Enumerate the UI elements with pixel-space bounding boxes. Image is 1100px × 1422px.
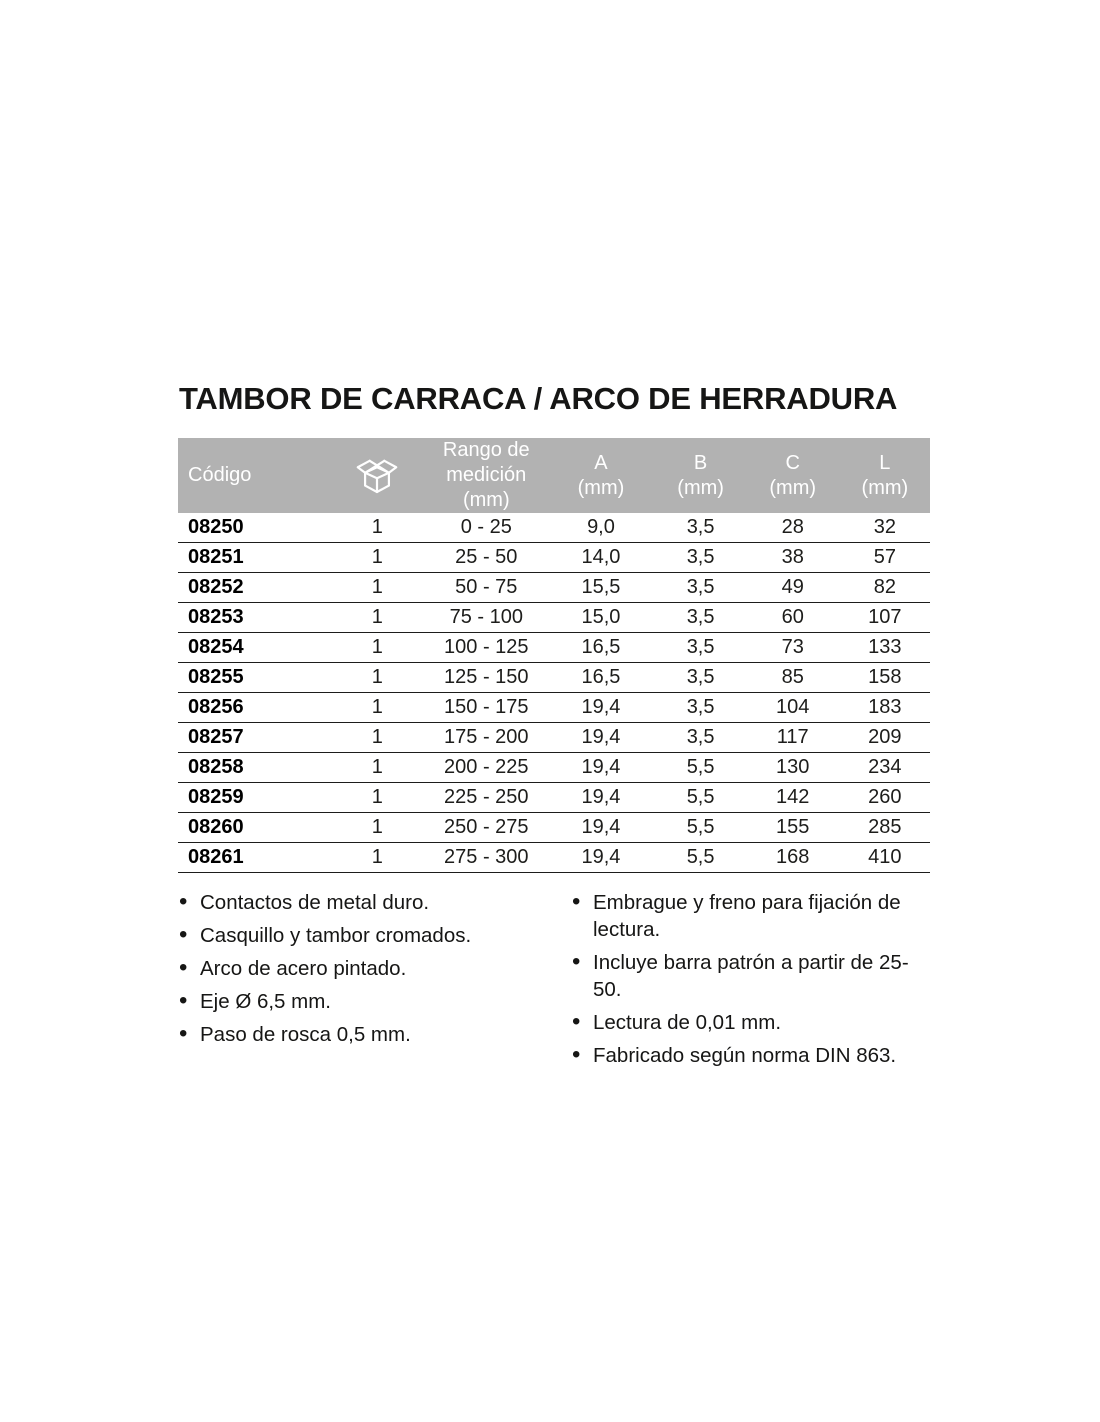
cell-c: 49	[746, 573, 840, 603]
header-b	[655, 438, 745, 513]
feature-item: • Embrague y freno para fijación de lectura.	[571, 889, 930, 943]
header-a	[546, 438, 655, 513]
cell-code: 08259	[178, 783, 328, 813]
cell-qty: 1	[328, 513, 426, 543]
cell-code: 08260	[178, 813, 328, 843]
cell-c: 130	[746, 753, 840, 783]
spec-table	[178, 438, 930, 873]
cell-l: 260	[840, 783, 930, 813]
table-row	[178, 603, 930, 633]
cell-c: 117	[746, 723, 840, 753]
cell-c: 38	[746, 543, 840, 573]
cell-code: 08256	[178, 693, 328, 723]
header-range-line1: Rango de	[442, 439, 530, 461]
features-column-left	[178, 889, 571, 1075]
cell-b: 5,5	[655, 843, 745, 873]
header-b-line2: (mm)	[677, 476, 724, 499]
cell-c: 168	[746, 843, 840, 873]
cell-qty: 1	[328, 663, 426, 693]
cell-qty: 1	[328, 603, 426, 633]
cell-code: 08252	[178, 573, 328, 603]
cell-a: 19,4	[546, 693, 655, 723]
header-c-line1: C	[785, 451, 800, 474]
cell-b: 3,5	[655, 513, 745, 543]
cell-l: 133	[840, 633, 930, 663]
header-range	[426, 438, 546, 513]
cell-l: 32	[840, 513, 930, 543]
header-codigo: Código	[178, 438, 328, 513]
cell-a: 14,0	[546, 543, 655, 573]
cell-b: 3,5	[655, 663, 745, 693]
cell-b: 3,5	[655, 723, 745, 753]
cell-a: 19,4	[546, 783, 655, 813]
cell-c: 155	[746, 813, 840, 843]
table-row	[178, 573, 930, 603]
table-row	[178, 693, 930, 723]
cell-range: 250 - 275	[426, 813, 546, 843]
spec-table-body	[178, 513, 930, 873]
cell-a: 19,4	[546, 843, 655, 873]
cell-code: 08261	[178, 843, 328, 873]
cell-l: 183	[840, 693, 930, 723]
cell-b: 5,5	[655, 813, 745, 843]
cell-range: 50 - 75	[426, 573, 546, 603]
cell-b: 3,5	[655, 693, 745, 723]
header-row	[178, 438, 930, 513]
table-row	[178, 783, 930, 813]
feature-item: • Paso de rosca 0,5 mm.	[178, 1021, 571, 1048]
cell-qty: 1	[328, 573, 426, 603]
cell-range: 175 - 200	[426, 723, 546, 753]
table-row	[178, 813, 930, 843]
cell-c: 60	[746, 603, 840, 633]
cell-a: 19,4	[546, 753, 655, 783]
table-row	[178, 663, 930, 693]
cell-range: 125 - 150	[426, 663, 546, 693]
cell-b: 3,5	[655, 543, 745, 573]
cell-c: 142	[746, 783, 840, 813]
feature-item: • Casquillo y tambor cromados.	[178, 922, 571, 949]
header-a-line2: (mm)	[577, 476, 625, 499]
feature-item: • Eje Ø 6,5 mm.	[178, 988, 571, 1015]
cell-qty: 1	[328, 753, 426, 783]
cell-l: 410	[840, 843, 930, 873]
header-packaging	[328, 438, 426, 513]
cell-b: 3,5	[655, 573, 745, 603]
cell-range: 0 - 25	[426, 513, 546, 543]
cell-code: 08251	[178, 543, 328, 573]
cell-c: 85	[746, 663, 840, 693]
features-column-right	[571, 889, 930, 1075]
cell-code: 08257	[178, 723, 328, 753]
table-row	[178, 723, 930, 753]
header-c	[746, 438, 840, 513]
cell-code: 08250	[178, 513, 328, 543]
feature-item: • Contactos de metal duro.	[178, 889, 571, 916]
feature-list-right	[571, 889, 930, 1069]
cell-b: 5,5	[655, 753, 745, 783]
feature-item: • Incluye barra patrón a partir de 25-50.	[571, 949, 930, 1003]
cell-l: 209	[840, 723, 930, 753]
cell-qty: 1	[328, 843, 426, 873]
cell-c: 104	[746, 693, 840, 723]
cell-b: 5,5	[655, 783, 745, 813]
table-row	[178, 753, 930, 783]
cell-range: 100 - 125	[426, 633, 546, 663]
cell-qty: 1	[328, 633, 426, 663]
page-title: TAMBOR DE CARRACA / ARCO DE HERRADURA	[179, 381, 898, 416]
cell-l: 158	[840, 663, 930, 693]
cell-qty: 1	[328, 723, 426, 753]
feature-item: • Arco de acero pintado.	[178, 955, 571, 982]
cell-qty: 1	[328, 693, 426, 723]
header-l-line1: L	[879, 451, 891, 474]
cell-b: 3,5	[655, 603, 745, 633]
cell-code: 08255	[178, 663, 328, 693]
table-row	[178, 633, 930, 663]
features-section	[178, 889, 930, 1075]
cell-a: 19,4	[546, 813, 655, 843]
cell-code: 08258	[178, 753, 328, 783]
content-area	[178, 381, 930, 1075]
cell-range: 275 - 300	[426, 843, 546, 873]
cell-a: 9,0	[546, 513, 655, 543]
header-a-line1: A	[594, 451, 608, 474]
cell-code: 08253	[178, 603, 328, 633]
table-row	[178, 843, 930, 873]
table-row	[178, 543, 930, 573]
cell-qty: 1	[328, 783, 426, 813]
cell-range: 225 - 250	[426, 783, 546, 813]
cell-l: 57	[840, 543, 930, 573]
cell-l: 107	[840, 603, 930, 633]
header-b-line1: B	[693, 451, 708, 474]
header-range-line2: medición (mm)	[446, 464, 527, 511]
cell-a: 15,0	[546, 603, 655, 633]
header-l-line2: (mm)	[861, 476, 909, 499]
cell-a: 15,5	[546, 573, 655, 603]
cell-qty: 1	[328, 813, 426, 843]
cell-c: 73	[746, 633, 840, 663]
cell-l: 285	[840, 813, 930, 843]
spec-table-header	[178, 438, 930, 513]
cell-l: 234	[840, 753, 930, 783]
cell-a: 16,5	[546, 663, 655, 693]
cell-range: 150 - 175	[426, 693, 546, 723]
cell-c: 28	[746, 513, 840, 543]
feature-list-left	[178, 889, 571, 1048]
header-c-line2: (mm)	[769, 476, 817, 499]
header-l	[840, 438, 930, 513]
open-box-icon	[355, 455, 399, 496]
table-row	[178, 513, 930, 543]
cell-code: 08254	[178, 633, 328, 663]
cell-range: 200 - 225	[426, 753, 546, 783]
cell-b: 3,5	[655, 633, 745, 663]
feature-item: • Lectura de 0,01 mm.	[571, 1009, 930, 1036]
cell-range: 75 - 100	[426, 603, 546, 633]
cell-qty: 1	[328, 543, 426, 573]
cell-l: 82	[840, 573, 930, 603]
feature-item: • Fabricado según norma DIN 863.	[571, 1042, 930, 1069]
cell-a: 16,5	[546, 633, 655, 663]
cell-range: 25 - 50	[426, 543, 546, 573]
cell-a: 19,4	[546, 723, 655, 753]
